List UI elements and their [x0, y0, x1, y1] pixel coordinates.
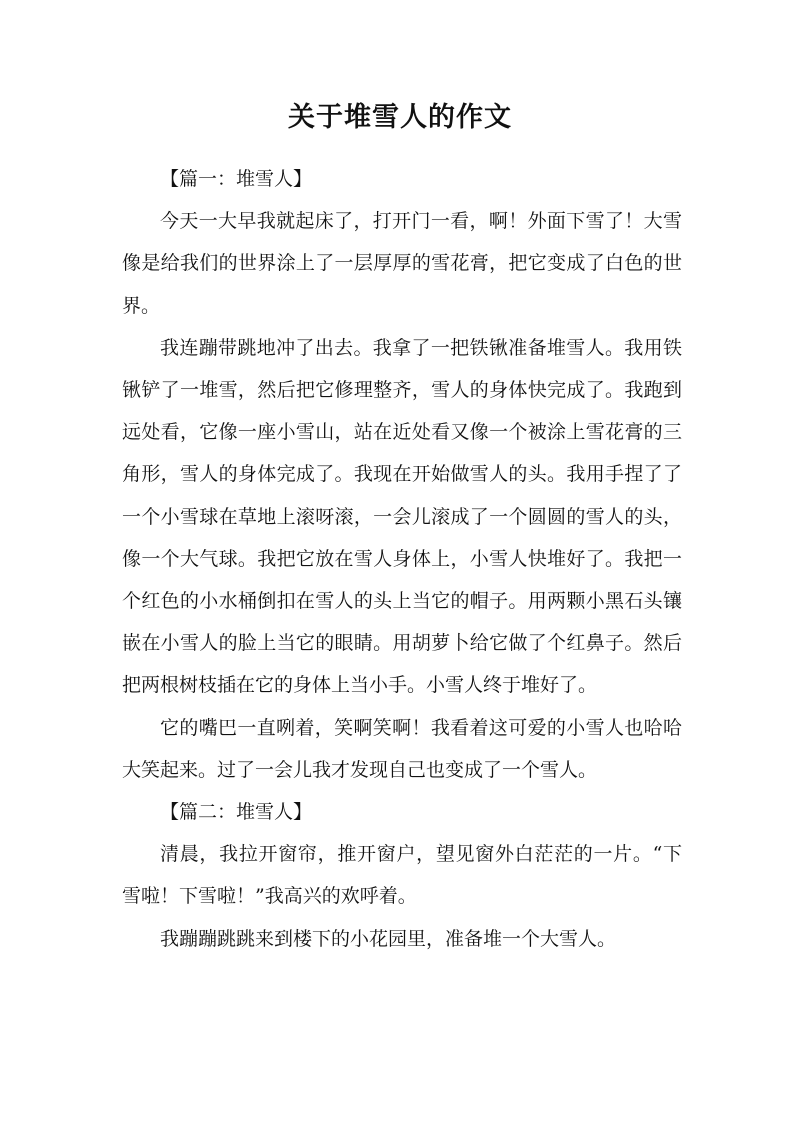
- document-title: 关于堆雪人的作文: [288, 102, 512, 133]
- paragraph: 清晨，我拉开窗帘，推开窗户，望见窗外白茫茫的一片。“下雪啦！下雪啦！”我高兴的欢呼着。: [122, 843, 682, 908]
- document-body: [122, 158, 682, 960]
- section-heading-2: 【篇二：堆雪人】: [160, 801, 313, 824]
- paragraph: 我蹦蹦跳跳来到楼下的小花园里，准备堆一个大雪人。: [160, 927, 617, 950]
- paragraph: 我连蹦带跳地冲了出去。我拿了一把铁锹准备堆雪人。我用铁锹铲了一堆雪，然后把它修理整齐，雪人的身体快完成了。我跑到远处看，它像一座小雪山，站在近处看又像一个被涂上雪花膏的三角形，雪人的身体完成了。我现在开始做雪人的头。我用手捏了了一个小雪球在草地上滚呀滚，一会儿滚成了一个圆圆的雪人的头，像一个大气球。我把它放在雪人身体上，小雪人快堆好了。我把一个红色的小水桶倒扣在雪人的头上当它的帽子。用两颗小黑石头镶嵌在小雪人的脸上当它的眼睛。用胡萝卜给它做了个红鼻子。然后把两根树枝插在它的身体上当小手。小雪人终于堆好了。: [122, 336, 682, 697]
- paragraph: 今天一大早我就起床了，打开门一看，啊！外面下雪了！大雪像是给我们的世界涂上了一层厚厚的雪花膏，把它变成了白色的世界。: [122, 210, 682, 317]
- paragraph: 它的嘴巴一直咧着，笑啊笑啊！我看着这可爱的小雪人也哈哈大笑起来。过了一会儿我才发现自己也变成了一个雪人。: [122, 716, 682, 781]
- section-heading-1: 【篇一：堆雪人】: [160, 168, 313, 190]
